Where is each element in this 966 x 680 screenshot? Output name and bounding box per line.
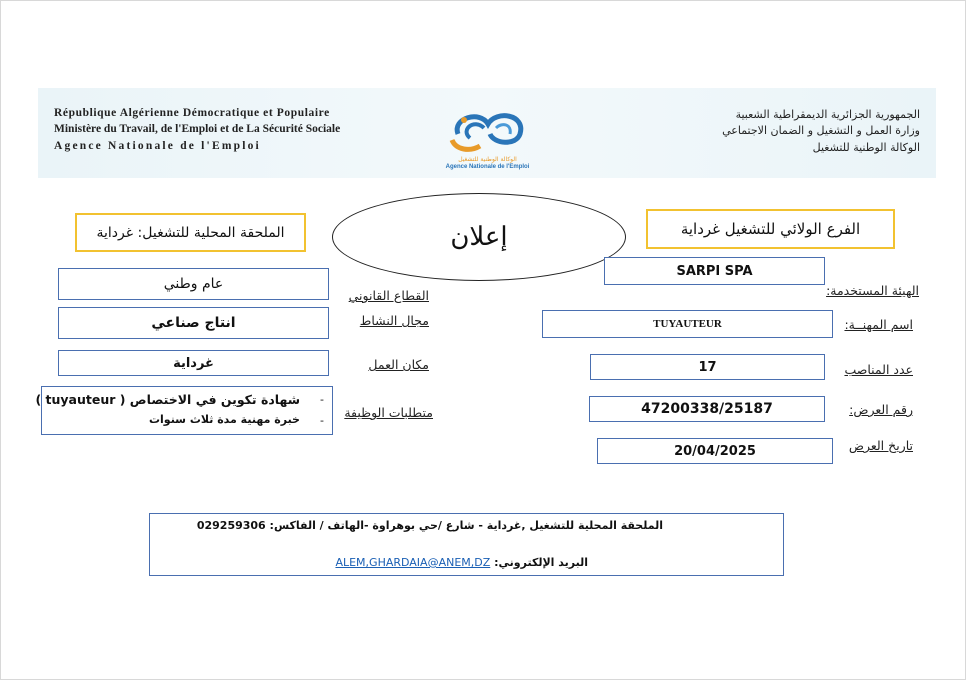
requirements-label: متطلبات الوظيفة [344, 405, 433, 420]
requirements-box [35, 386, 333, 435]
footer-email-line [335, 556, 588, 569]
contact-footer [149, 513, 784, 576]
header-fr-line2: Ministère du Travail, de l'Emploi et de La Sécurité Sociale [54, 123, 341, 135]
workplace-label: مكان العمل [368, 357, 429, 372]
profession-label: اسم المهنــة: [844, 317, 913, 332]
offer-number-label: رقم العرض: [849, 402, 913, 417]
bullet-dash: - [320, 414, 324, 427]
employer-label: الهيئة المستخدمة: [826, 283, 919, 298]
header-ar-line2: وزارة العمل و التشغيل و الضمان الاجتماعي [722, 124, 920, 137]
positions-value: 17 [590, 354, 825, 380]
positions-label: عدد المناصب [844, 362, 913, 377]
branch-box: الفرع الولائي للتشغيل غرداية [646, 209, 895, 249]
requirement-item: خبرة مهنية مدة ثلاث سنوات [148, 413, 300, 426]
bullet-dash: - [320, 393, 324, 406]
announcement-title: إعلان [332, 193, 626, 281]
offer-date-label: تاريخ العرض [848, 438, 913, 453]
anem-logo [430, 104, 545, 174]
offer-number-value: 47200338/25187 [589, 396, 825, 422]
legal-sector-label: القطاع القانوني [348, 288, 429, 303]
requirement-item: شهادة تكوين في الاختصاص ( tuyauteur ) [35, 392, 300, 407]
workplace-value: غرداية [58, 350, 329, 376]
header-fr-line1: République Algérienne Démocratique et Populaire [54, 107, 330, 119]
activity-value: انتاج صناعي [58, 307, 329, 339]
legal-sector-value: عام وطني [58, 268, 329, 300]
local-agency-box: الملحقة المحلية للتشغيل: غرداية [75, 213, 306, 252]
header-fr-line3: Agence Nationale de l'Emploi [54, 140, 261, 152]
header-ar-line3: الوكالة الوطنية للتشغيل [812, 141, 920, 154]
activity-label: مجال النشاط [359, 313, 429, 328]
logo-arabic-text: الوكالة الوطنية للتشغيل [458, 156, 517, 163]
footer-email-label: البريد الإلكتروني: [494, 556, 588, 569]
profession-value: TUYAUTEUR [542, 310, 833, 338]
offer-date-value: 20/04/2025 [597, 438, 833, 464]
logo-french-text: Agence Nationale de l'Emploi [445, 164, 530, 170]
footer-email-link[interactable]: ALEM,GHARDAIA@ANEM,DZ [335, 556, 491, 569]
header-ar-line1: الجمهورية الجزائرية الديمقراطية الشعبية [735, 108, 920, 121]
header-banner [38, 88, 936, 178]
employer-value: SARPI SPA [604, 257, 825, 285]
footer-address: الملحقة المحلية للتشغيل ,غرداية - شارع /حي بوهراوة -الهاتف / الفاكس: 029259306 [196, 519, 663, 532]
anem-logo-icon [430, 104, 545, 156]
